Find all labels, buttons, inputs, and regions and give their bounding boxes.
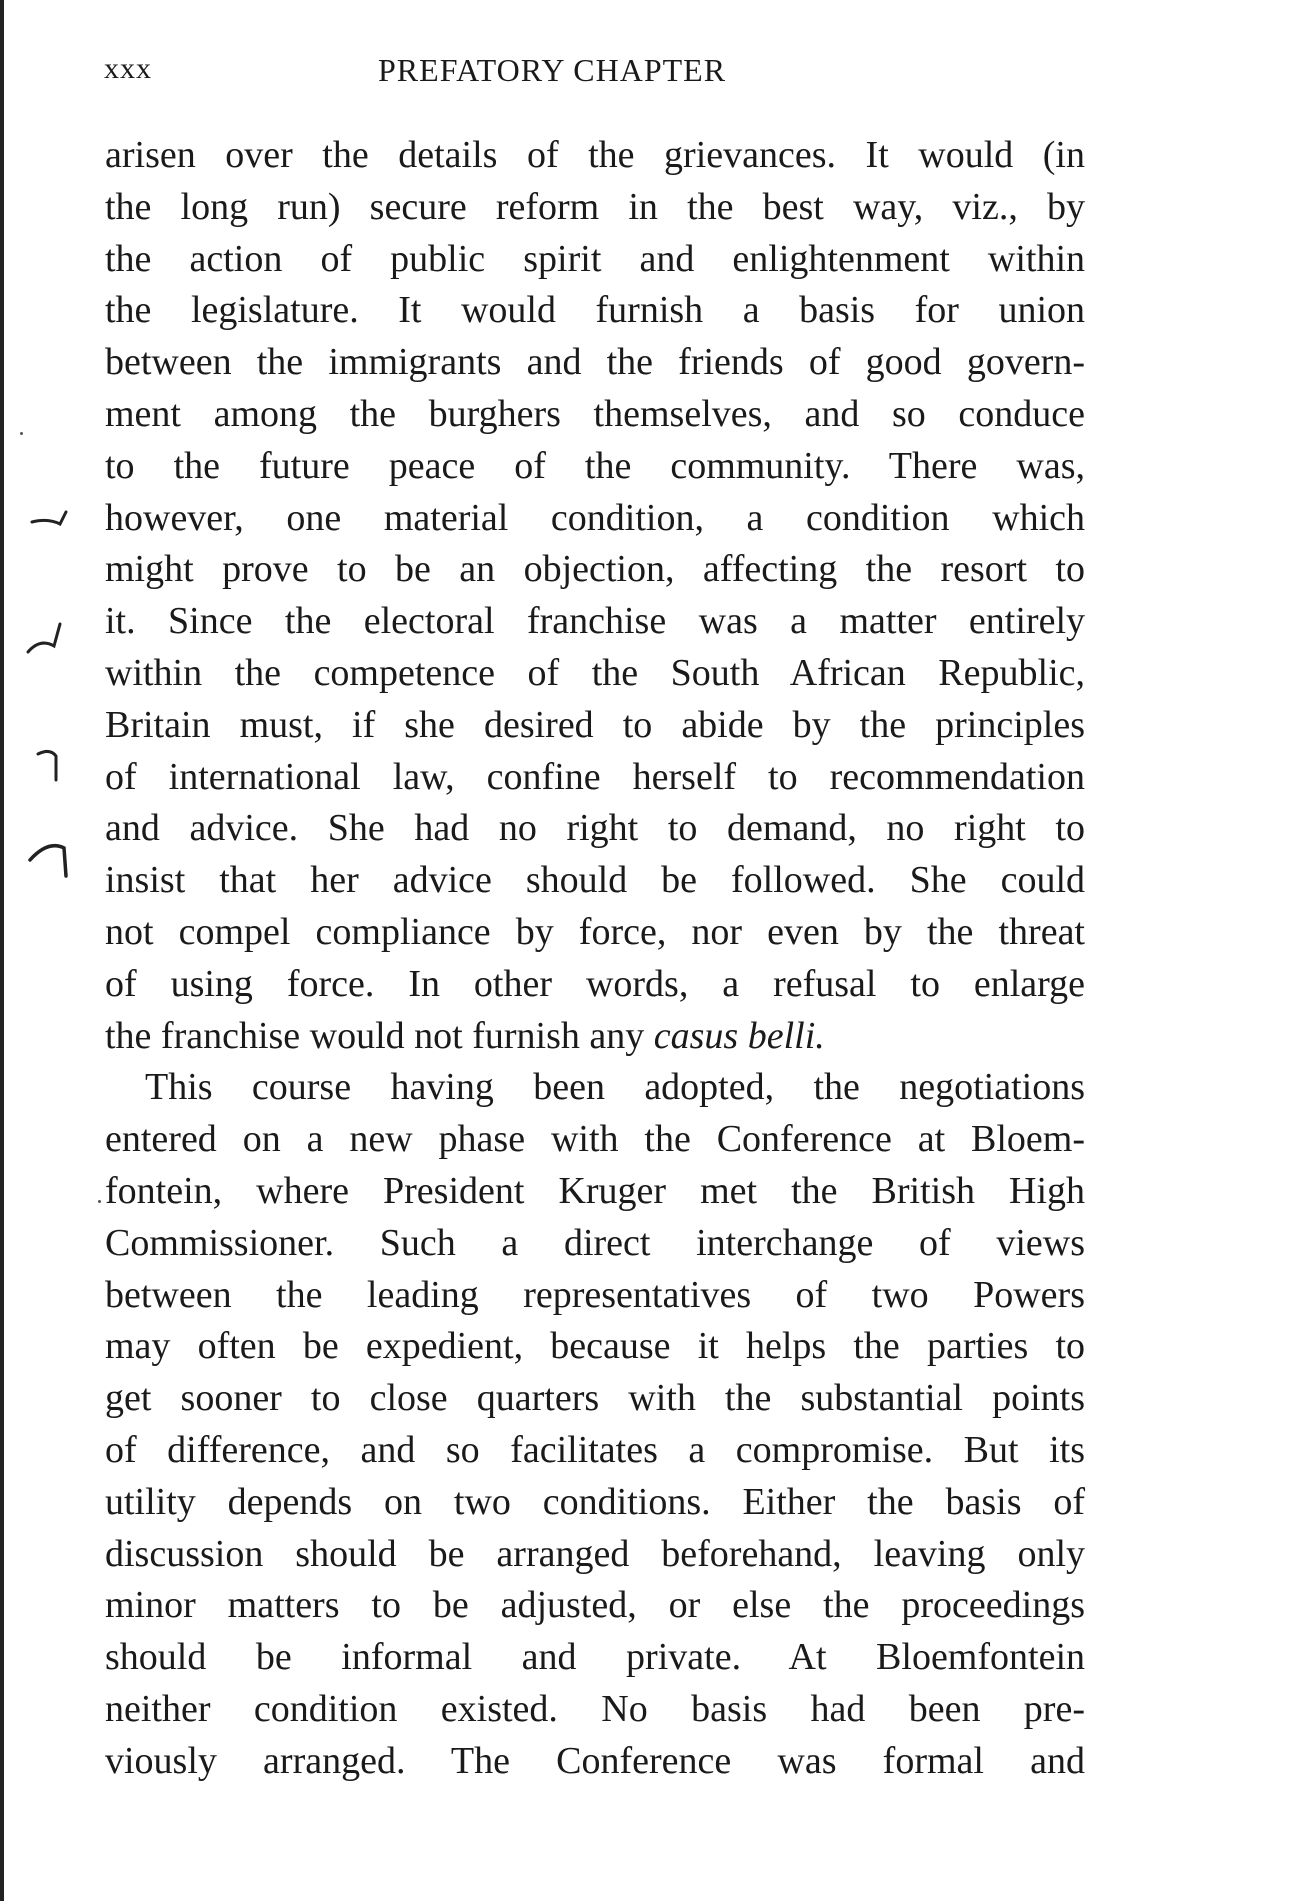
text-line: ment among the burghers themselves, and so conduce — [105, 392, 1085, 435]
pencil-tick-mark-icon — [20, 612, 90, 672]
body-text — [105, 130, 1085, 1788]
text-line: the action of public spirit and enlightenment within — [105, 237, 1085, 280]
text-line-last — [105, 1011, 1085, 1063]
text-line: fontein, where President Kruger met the British High — [105, 1169, 1085, 1212]
text-line: neither condition existed. No basis had been pre- — [105, 1687, 1085, 1730]
text-fragment: the franchise would not furnish any — [105, 1014, 654, 1057]
italic-phrase: casus belli. — [653, 1014, 825, 1057]
text-line: might prove to be an objection, affecting the resort to — [105, 548, 1085, 591]
text-line: get sooner to close quarters with the substantial points — [105, 1377, 1085, 1420]
text-line: the legislature. It would furnish a basis for union — [105, 289, 1085, 332]
pencil-tick-mark-icon — [20, 732, 90, 792]
text-line: of difference, and so facilitates a compromise. But its — [105, 1428, 1085, 1471]
text-line: the long run) secure reform in the best way, viz., by — [105, 185, 1085, 228]
text-line: however, one material condition, a condition which — [105, 496, 1085, 539]
text-line: should be informal and private. At Bloemfontein — [105, 1636, 1085, 1679]
text-line: arisen over the details of the grievances. It would (in — [105, 134, 1085, 176]
text-line: to the future peace of the community. There was, — [105, 444, 1085, 487]
binding-edge — [0, 0, 4, 1901]
text-line: Britain must, if she desired to abide by the principles — [105, 703, 1085, 746]
ink-speck — [20, 432, 23, 435]
pencil-tick-mark-icon — [20, 822, 90, 882]
text-line: insist that her advice should be followed. She could — [105, 859, 1085, 902]
text-line: of using force. In other words, a refusal to enlarge — [105, 962, 1085, 1005]
text-line: of international law, confine herself to recommendation — [105, 755, 1085, 798]
ink-speck — [98, 1200, 101, 1203]
chapter-title: PREFATORY CHAPTER — [378, 52, 727, 88]
text-line: may often be expedient, because it helps the parties to — [105, 1325, 1085, 1368]
text-line: This course having been adopted, the negotiations — [145, 1066, 1085, 1109]
text-line: minor matters to be adjusted, or else the proceedings — [105, 1584, 1085, 1627]
text-line: it. Since the electoral franchise was a matter entirely — [105, 600, 1085, 643]
text-line: within the competence of the South African Republic, — [105, 651, 1085, 694]
text-line: not compel compliance by force, nor even by the threat — [105, 910, 1085, 953]
page-number: xxx — [104, 52, 152, 85]
text-line: discussion should be arranged beforehand, leaving only — [105, 1532, 1085, 1575]
running-head — [104, 52, 1084, 92]
text-line: between the immigrants and the friends of good govern- — [105, 341, 1085, 384]
text-line: viously arranged. The Conference was formal and — [105, 1739, 1085, 1782]
text-line: utility depends on two conditions. Either the basis of — [105, 1480, 1085, 1523]
text-line: and advice. She had no right to demand, no right to — [105, 807, 1085, 850]
pencil-tick-mark-icon — [20, 490, 90, 550]
text-line: entered on a new phase with the Conference at Bloem- — [105, 1118, 1085, 1161]
text-line: between the leading representatives of two Powers — [105, 1273, 1085, 1316]
text-line: Commissioner. Such a direct interchange of views — [105, 1221, 1085, 1264]
